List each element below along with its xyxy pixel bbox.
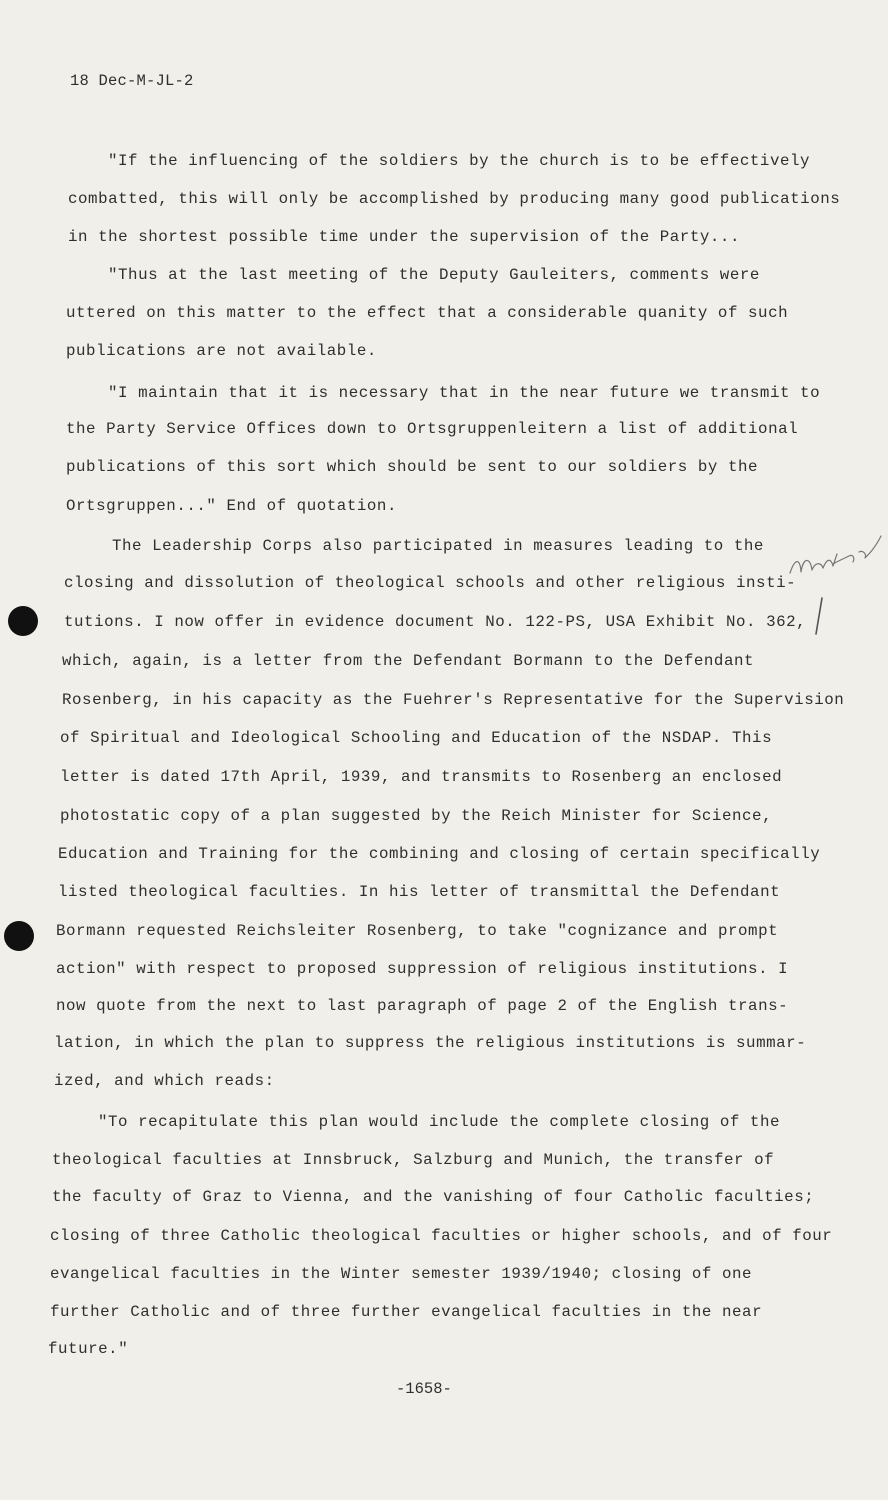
text-line: tutions. I now offer in evidence document No. 122-PS, USA Exhibit No. 362, xyxy=(64,613,807,631)
text-line: "To recapitulate this plan would include the complete closing of the xyxy=(98,1113,781,1131)
text-line: uttered on this matter to the effect that a considerable quanity of such xyxy=(66,304,789,322)
text-line: further Catholic and of three further evangelical faculties in the near xyxy=(50,1303,763,1321)
text-line: which, again, is a letter from the Defendant Bormann to the Defendant xyxy=(62,652,755,670)
text-line: now quote from the next to last paragraph of page 2 of the English trans- xyxy=(56,997,789,1015)
text-line: evangelical faculties in the Winter semester 1939/1940; closing of one xyxy=(50,1265,753,1283)
text-line: Education and Training for the combining and closing of certain specifically xyxy=(58,845,821,863)
text-line: Ortsgruppen..." End of quotation. xyxy=(66,497,397,515)
text-line: "Thus at the last meeting of the Deputy Gauleiters, comments were xyxy=(108,266,760,284)
document-reference: 18 Dec-M-JL-2 xyxy=(70,72,194,90)
text-line: action" with respect to proposed suppression of religious institutions. I xyxy=(56,960,789,978)
text-line: Rosenberg, in his capacity as the Fuehrer's Representative for the Supervision xyxy=(62,691,845,709)
text-line: "If the influencing of the soldiers by the church is to be effectively xyxy=(108,152,811,170)
punch-hole-bottom xyxy=(4,921,34,951)
text-line: lation, in which the plan to suppress the religious institutions is summar- xyxy=(54,1034,807,1052)
text-line: combatted, this will only be accomplished by producing many good publications xyxy=(68,190,841,208)
text-line: listed theological faculties. In his letter of transmittal the Defendant xyxy=(58,883,781,901)
text-line: of Spiritual and Ideological Schooling and Education of the NSDAP. This xyxy=(60,729,773,747)
text-line: future." xyxy=(48,1340,129,1358)
text-line: "I maintain that it is necessary that in the near future we transmit to xyxy=(108,384,821,402)
text-line: ized, and which reads: xyxy=(54,1072,275,1090)
page-number: -1658- xyxy=(396,1380,452,1398)
handwritten-margin-note xyxy=(785,528,885,638)
text-line: Bormann requested Reichsleiter Rosenberg, to take "cognizance and prompt xyxy=(56,922,779,940)
text-line: in the shortest possible time under the supervision of the Party... xyxy=(68,228,740,246)
text-line: the Party Service Offices down to Ortsgruppenleitern a list of additional xyxy=(66,420,799,438)
text-line: letter is dated 17th April, 1939, and transmits to Rosenberg an enclosed xyxy=(60,768,783,786)
text-line: the faculty of Graz to Vienna, and the vanishing of four Catholic faculties; xyxy=(52,1188,815,1206)
text-line: closing of three Catholic theological faculties or higher schools, and of four xyxy=(50,1227,833,1245)
text-line: publications are not available. xyxy=(66,342,377,360)
text-line: theological faculties at Innsbruck, Salzburg and Munich, the transfer of xyxy=(52,1151,775,1169)
text-line: publications of this sort which should be sent to our soldiers by the xyxy=(66,458,759,476)
punch-hole-top xyxy=(8,606,38,636)
text-line: The Leadership Corps also participated in measures leading to the xyxy=(112,537,764,555)
text-line: closing and dissolution of theological schools and other religious insti- xyxy=(64,574,797,592)
text-line: photostatic copy of a plan suggested by the Reich Minister for Science, xyxy=(60,807,773,825)
